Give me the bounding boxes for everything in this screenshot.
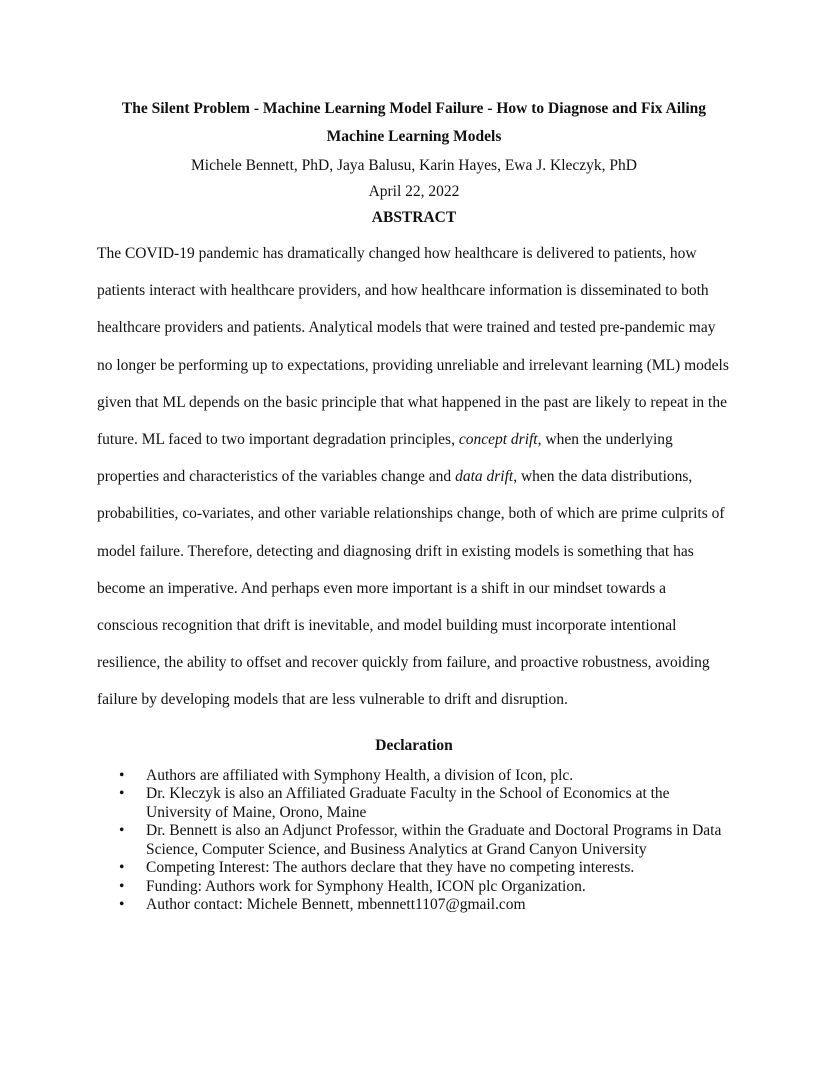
bullet-icon: • <box>119 859 125 877</box>
declaration-text: Funding: Authors work for Symphony Health, ICON plc Organization. <box>146 877 586 895</box>
declaration-item <box>97 785 731 822</box>
bullet-icon: • <box>119 877 125 895</box>
declaration-item <box>97 767 731 786</box>
term-data-drift: data drift <box>455 468 514 486</box>
bullet-icon: • <box>119 766 125 784</box>
bullet-icon: • <box>119 896 125 914</box>
declaration-text: Author contact: Michele Bennett, mbennett1107@gmail.com <box>146 896 526 914</box>
declaration-list <box>97 767 731 915</box>
declaration-item <box>97 896 731 915</box>
publication-date: April 22, 2022 <box>368 183 460 200</box>
abstract-text-part-2: , when the underlying properties and characteristics of the variables change and <box>97 431 673 486</box>
abstract-text-part-3: , when the data distributions, probabilities, co-variates, and other variable relationships change, both of which are prime culprits of model failure. Therefore, detecting and diagnosing drift in existing models is something that has become an imperative. And perhaps even more important is a shift in our mindset towards a conscious recognition that drift is inevitable, and model building must incorporate intentional resilience, the ability to offset and recover quickly from failure, and proactive robustness, avoiding failure by developing models that are less vulnerable to drift and disruption. <box>97 468 725 709</box>
author-list: Michele Bennett, PhD, Jaya Balusu, Karin Hayes, Ewa J. Kleczyk, PhD <box>191 157 637 174</box>
declaration-item <box>97 859 731 878</box>
declaration-item <box>97 822 731 859</box>
abstract-text-part-1: The COVID-19 pandemic has dramatically changed how healthcare is delivered to patients, how patients interact with healthcare providers, and how healthcare information is disseminated to both healthcare providers and patients. Analytical models that were trained and tested pre-pandemic may no longer be performing up to expectations, providing unreliable and irrelevant learning (ML) models given that ML depends on the basic principle that what happened in the past are likely to repeat in the future. ML faced to two important degradation principles, <box>97 245 729 449</box>
declaration-heading: Declaration <box>375 736 453 754</box>
declaration-text: Authors are affiliated with Symphony Health, a division of Icon, plc. <box>146 766 574 784</box>
bullet-icon: • <box>119 785 125 803</box>
declaration-text: Dr. Bennett is also an Adjunct Professor, within the Graduate and Doctoral Programs in Data Science, Computer Science, and Business Analytics at Grand Canyon University <box>146 822 722 858</box>
declaration-text: Competing Interest: The authors declare that they have no competing interests. <box>146 859 635 877</box>
bullet-icon: • <box>119 822 125 840</box>
paper-title: The Silent Problem - Machine Learning Model Failure - How to Diagnose and Fix Ailing Machine Learning Models <box>121 100 707 145</box>
abstract-body <box>97 235 731 719</box>
declaration-text: Dr. Kleczyk is also an Affiliated Graduate Faculty in the School of Economics at the University of Maine, Orono, Maine <box>146 785 670 821</box>
declaration-item <box>97 878 731 897</box>
paper-page <box>97 95 731 915</box>
abstract-heading: ABSTRACT <box>371 209 457 226</box>
term-concept-drift: concept drift <box>458 431 538 449</box>
